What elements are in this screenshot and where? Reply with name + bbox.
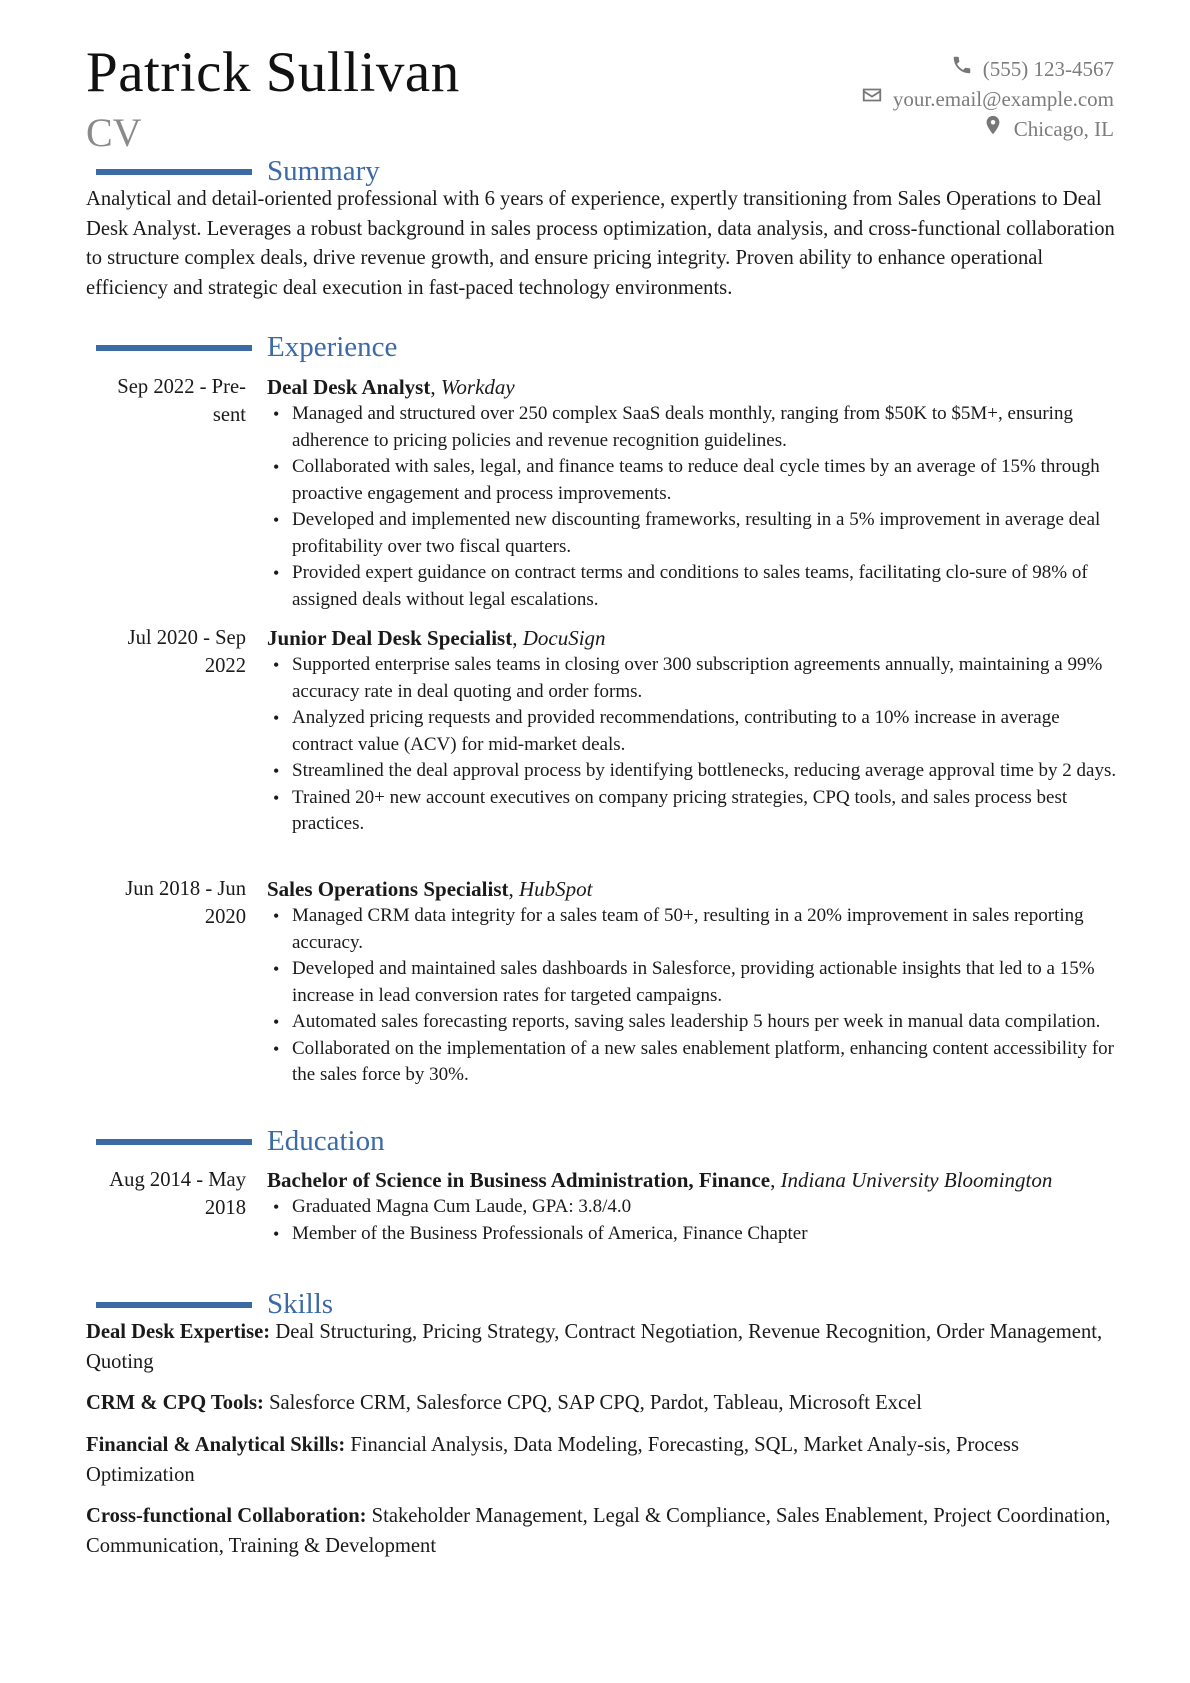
skills-heading [86, 1287, 1114, 1321]
job-body [267, 875, 1117, 1089]
section-bar [96, 169, 252, 175]
section-bar [96, 1302, 252, 1308]
school: Indiana University Bloomington [780, 1168, 1053, 1192]
job-role: Sales Operations Specialist [267, 877, 509, 901]
job-company: Workday [440, 375, 515, 399]
email-text[interactable]: your.email@example.com [892, 87, 1114, 111]
bullet-item: • Streamlined the deal approval process by identifying bottlenecks, reducing average approval time by 2 days. [267, 758, 1117, 785]
bullet-item: • Member of the Business Professionals of America, Finance Chapter [267, 1221, 1117, 1248]
bullet-item: • Developed and implemented new discounting frameworks, resulting in a 5% improvement in average deal profitability over two fiscal quarters. [267, 507, 1117, 560]
bullet-item: • Collaborated with sales, legal, and finance teams to reduce deal cycle times by an average of 15% through proactive engagement and process improvements. [267, 454, 1117, 507]
contact-phone [861, 54, 1114, 84]
section-title: Education [267, 1125, 385, 1157]
job-role: Junior Deal Desk Specialist [267, 626, 513, 650]
section-bar [96, 1139, 252, 1145]
bullet-item: • Graduated Magna Cum Laude, GPA: 3.8/4.0 [267, 1194, 1117, 1221]
bullet-item: • Analyzed pricing requests and provided recommendations, contributing to a 10% increase in average contract value (ACV) for mid-market deals. [267, 705, 1117, 758]
candidate-name: Patrick Sullivan [86, 41, 460, 104]
bullet-item: • Developed and maintained sales dashboards in Salesforce, providing actionable insights that led to a 15% increase in lead conversion rates for targeted campaigns. [267, 956, 1117, 1009]
education-heading [86, 1124, 1114, 1158]
bullet-item: • Supported enterprise sales teams in closing over 300 subscription agreements annually, maintaining a 99% accuracy rate in deal quoting and order forms. [267, 652, 1117, 705]
skill-group [86, 1318, 1116, 1377]
bullet-item: • Provided expert guidance on contract terms and conditions to sales teams, facilitating clo-sure of 98% of assigned deals without legal escalations. [267, 560, 1117, 613]
job-bullets [267, 652, 1117, 838]
degree: Bachelor of Science in Business Administration, Finance [267, 1168, 771, 1192]
job-title: Deal Desk Analyst, Workday [267, 375, 515, 399]
skill-items: Salesforce CRM, Salesforce CPQ, SAP CPQ, Pardot, Tableau, Microsoft Excel [269, 1392, 922, 1414]
section-title: Skills [267, 1288, 334, 1320]
job-role: Deal Desk Analyst [267, 375, 431, 399]
skill-label: Cross-functional Collaboration: [86, 1505, 367, 1527]
envelope-icon [861, 84, 883, 114]
summary-text: Analytical and detail-oriented professional with 6 years of experience, expertly transitioning from Sales Operations to Deal Desk Analyst. Leverages a robust background in sales process optimization, data analysis, and cross-functional collaboration to structure complex deals, drive revenue growth, and ensure pricing integrity. Proven ability to enhance operational efficiency and strategic deal execution in fast-paced technology environments. [86, 188, 1115, 299]
skill-group [86, 1431, 1116, 1490]
skill-items: Stakeholder Management, Legal & Compliance, Sales Enablement, Project Coordination, Communication, Training & Development [86, 1505, 1111, 1557]
job-date: Jul 2020 - Sep 2022 [127, 627, 246, 677]
education-bullets [267, 1194, 1117, 1247]
skill-label: CRM & CPQ Tools: [86, 1392, 264, 1414]
summary-heading [86, 154, 1114, 188]
skill-label: Deal Desk Expertise: [86, 1321, 271, 1343]
job-date: Jun 2018 - Jun 2020 [125, 878, 246, 928]
bullet-item: • Trained 20+ new account executives on company pricing strategies, CPQ tools, and sales process best practices. [267, 785, 1117, 838]
job-company: HubSpot [519, 877, 593, 901]
skill-group [86, 1502, 1116, 1561]
job-body [267, 373, 1117, 613]
document-type: CV [86, 110, 142, 155]
skill-label: Financial & Analytical Skills: [86, 1434, 346, 1456]
skill-items: Deal Structuring, Pricing Strategy, Contract Negotiation, Revenue Recognition, Order Management, Quoting [86, 1321, 1103, 1373]
job-title: Sales Operations Specialist, HubSpot [267, 877, 593, 901]
phone-text[interactable]: (555) 123-4567 [982, 57, 1114, 81]
phone-icon [951, 54, 973, 84]
experience-heading [86, 330, 1114, 364]
education-body [267, 1166, 1117, 1247]
section-title: Experience [267, 331, 398, 363]
job-title: Junior Deal Desk Specialist, DocuSign [267, 626, 606, 650]
location-text: Chicago, IL [1013, 117, 1114, 141]
contact-email [861, 84, 1114, 114]
bullet-item: • Managed CRM data integrity for a sales team of 50+, resulting in a 20% improvement in sales reporting accuracy. [267, 903, 1117, 956]
resume-page [86, 0, 1117, 1683]
contact-location [861, 114, 1114, 144]
bullet-item: • Managed and structured over 250 complex SaaS deals monthly, ranging from $50K to $5M+, ensuring adherence to pricing policies and revenue recognition guidelines. [267, 401, 1117, 454]
bullet-item: • Automated sales forecasting reports, saving sales leadership 5 hours per week in manual data compilation. [267, 1009, 1117, 1036]
bullet-item: • Collaborated on the implementation of a new sales enablement platform, enhancing content accessibility for the sales force by 30%. [267, 1036, 1117, 1089]
skill-group [86, 1389, 1116, 1419]
contact-block [861, 54, 1114, 144]
skill-items: Financial Analysis, Data Modeling, Forecasting, SQL, Market Analy-sis, Process Optimization [86, 1434, 1019, 1486]
section-bar [96, 345, 252, 351]
job-date: Sep 2022 - Pre-sent [117, 376, 246, 426]
section-title: Summary [267, 155, 380, 187]
job-company: DocuSign [522, 626, 606, 650]
education-date: Aug 2014 - May 2018 [109, 1169, 246, 1219]
job-bullets [267, 401, 1117, 613]
map-marker-icon [982, 114, 1004, 144]
job-bullets [267, 903, 1117, 1089]
job-body [267, 624, 1117, 838]
education-title: Bachelor of Science in Business Administration, Finance, Indiana University Bloomington [267, 1168, 1053, 1192]
